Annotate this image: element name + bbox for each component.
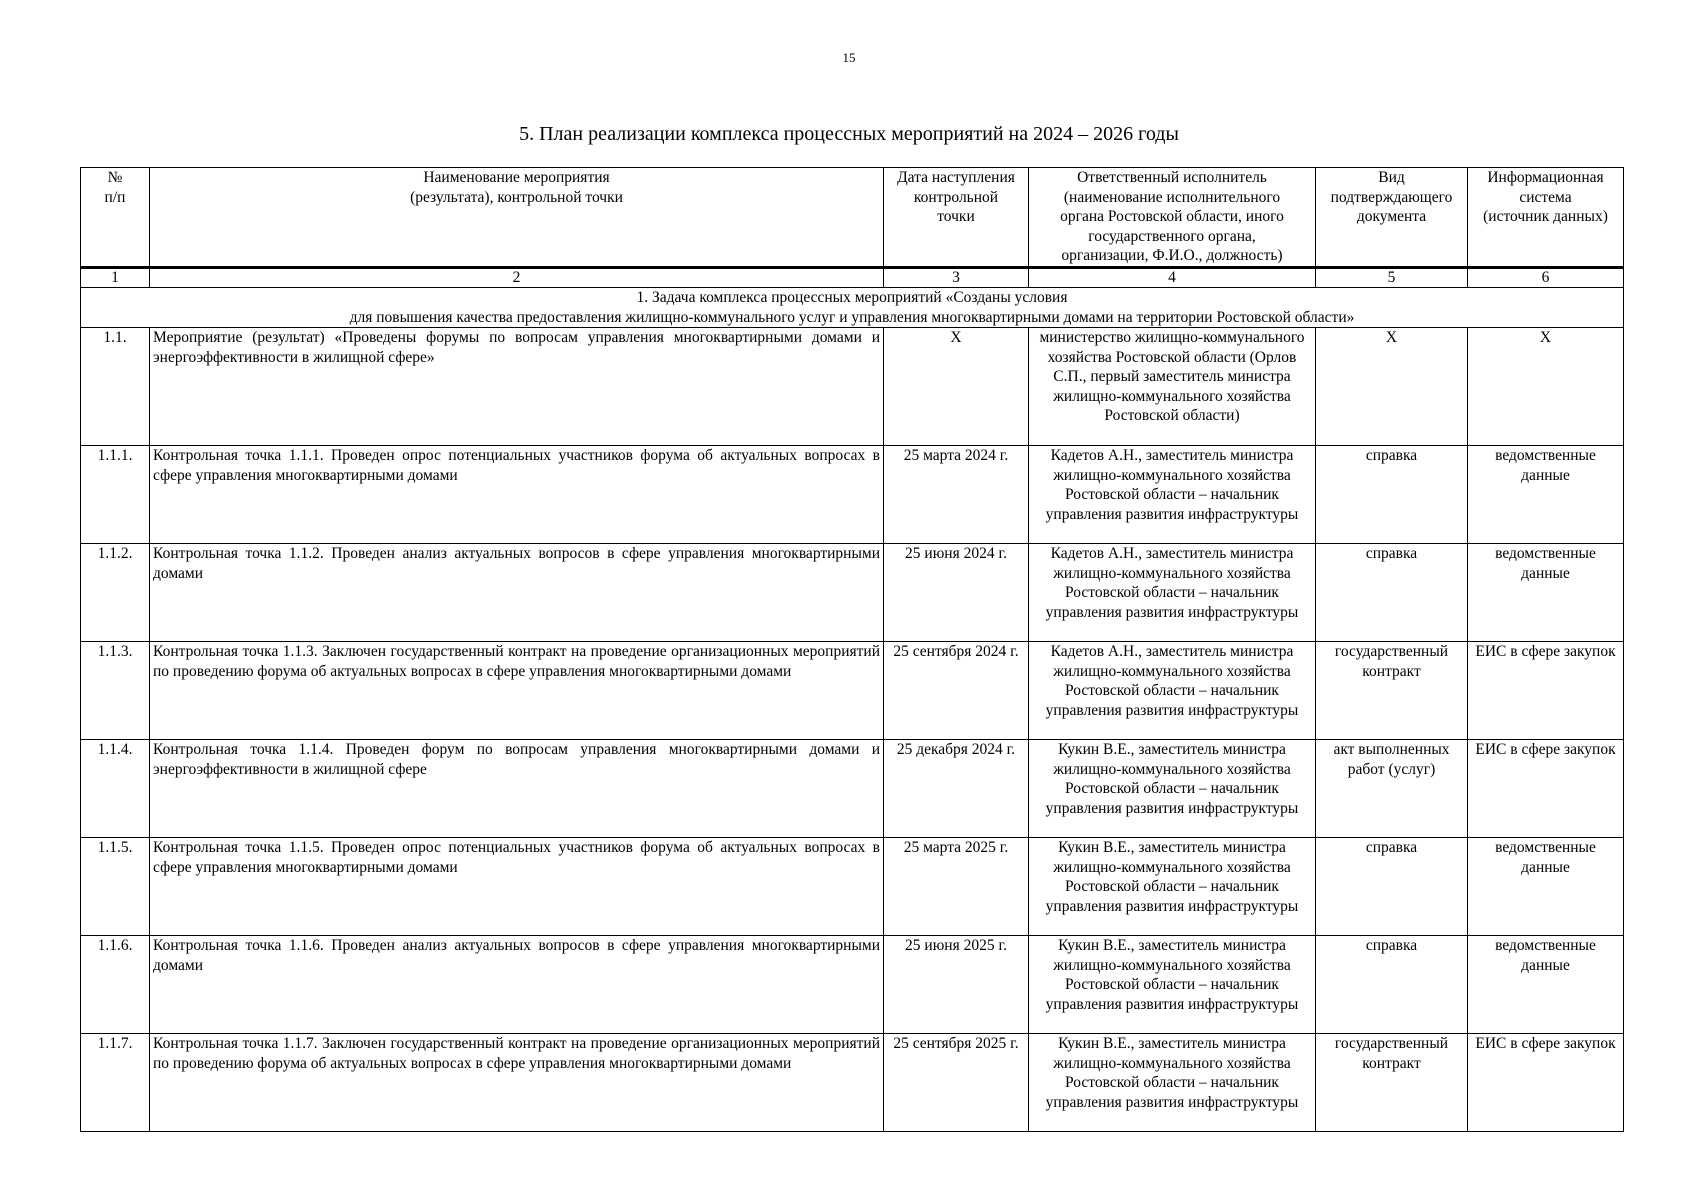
row-number: 1.1. (81, 328, 150, 446)
column-number: 5 (1316, 268, 1468, 288)
table-row (81, 328, 1624, 446)
row-date: 25 декабря 2024 г. (884, 740, 1029, 838)
row-responsible: Кукин В.Е., заместитель министра жилищно-коммунального хозяйства Ростовской области – начальник управления развития инфраструктуры (1029, 740, 1316, 838)
row-name: Контрольная точка 1.1.3. Заключен государственный контракт на проведение организационных мероприятий по проведению форума об актуальных вопросах в сфере управления многоквартирными домами (150, 642, 884, 740)
row-responsible: Кукин В.Е., заместитель министра жилищно-коммунального хозяйства Ростовской области – начальник управления развития инфраструктуры (1029, 936, 1316, 1034)
row-document: Х (1316, 328, 1468, 446)
header-cell-responsible: Ответственный исполнитель (наименование исполнительного органа Ростовской области, иного государственного органа, организации, Ф.И.О., должность) (1029, 168, 1316, 268)
row-date: 25 марта 2025 г. (884, 838, 1029, 936)
row-name: Контрольная точка 1.1.5. Проведен опрос потенциальных участников форума об актуальных вопросах в сфере управления многоквартирными домами (150, 838, 884, 936)
row-date: 25 сентября 2024 г. (884, 642, 1029, 740)
row-number: 1.1.4. (81, 740, 150, 838)
column-number-row (81, 268, 1624, 288)
row-system: ведомственные данные (1468, 544, 1624, 642)
row-number: 1.1.3. (81, 642, 150, 740)
column-number: 4 (1029, 268, 1316, 288)
row-responsible: Кукин В.Е., заместитель министра жилищно-коммунального хозяйства Ростовской области – начальник управления развития инфраструктуры (1029, 1034, 1316, 1132)
row-responsible: Кадетов А.Н., заместитель министра жилищно-коммунального хозяйства Ростовской области – начальник управления развития инфраструктуры (1029, 446, 1316, 544)
row-document: справка (1316, 544, 1468, 642)
page-number: 15 (842, 50, 856, 65)
header-cell-date: Дата наступления контрольной точки (884, 168, 1029, 268)
header-cell-name: Наименование мероприятия (результата), контрольной точки (150, 168, 884, 268)
row-number: 1.1.6. (81, 936, 150, 1034)
row-date: 25 июня 2024 г. (884, 544, 1029, 642)
row-number: 1.1.1. (81, 446, 150, 544)
row-number: 1.1.2. (81, 544, 150, 642)
row-document: справка (1316, 936, 1468, 1034)
row-name: Контрольная точка 1.1.6. Проведен анализ актуальных вопросов в сфере управления многоквартирными домами (150, 936, 884, 1034)
header-cell-system: Информационная система (источник данных) (1468, 168, 1624, 268)
header-cell-num: № п/п (81, 168, 150, 268)
document-title: 5. План реализации комплекса процессных мероприятий на 2024 – 2026 годы (519, 123, 1179, 145)
row-responsible: министерство жилищно-коммунального хозяйства Ростовской области (Орлов С.П., первый заместитель министра жилищно-коммунального хозяйства Ростовской области) (1029, 328, 1316, 446)
row-responsible: Кадетов А.Н., заместитель министра жилищно-коммунального хозяйства Ростовской области – начальник управления развития инфраструктуры (1029, 642, 1316, 740)
row-system: ведомственные данные (1468, 446, 1624, 544)
row-responsible: Кадетов А.Н., заместитель министра жилищно-коммунального хозяйства Ростовской области – начальник управления развития инфраструктуры (1029, 544, 1316, 642)
column-number: 3 (884, 268, 1029, 288)
column-number: 6 (1468, 268, 1624, 288)
row-date: 25 июня 2025 г. (884, 936, 1029, 1034)
row-document: акт выполненных работ (услуг) (1316, 740, 1468, 838)
row-date: Х (884, 328, 1029, 446)
table-row (81, 740, 1624, 838)
row-responsible: Кукин В.Е., заместитель министра жилищно-коммунального хозяйства Ростовской области – начальник управления развития инфраструктуры (1029, 838, 1316, 936)
row-name: Контрольная точка 1.1.4. Проведен форум по вопросам управления многоквартирными домами и энергоэффективности в жилищной сфере (150, 740, 884, 838)
table-row (81, 446, 1624, 544)
row-date: 25 сентября 2025 г. (884, 1034, 1029, 1132)
row-name: Контрольная точка 1.1.1. Проведен опрос потенциальных участников форума об актуальных вопросах в сфере управления многоквартирными домами (150, 446, 884, 544)
table-row (81, 544, 1624, 642)
table-row (81, 838, 1624, 936)
row-name: Контрольная точка 1.1.2. Проведен анализ актуальных вопросов в сфере управления многоквартирными домами (150, 544, 884, 642)
column-number: 1 (81, 268, 150, 288)
row-system: ЕИС в сфере закупок (1468, 642, 1624, 740)
header-row (81, 168, 1624, 268)
row-system: ведомственные данные (1468, 838, 1624, 936)
row-document: справка (1316, 838, 1468, 936)
section-title: 1. Задача комплекса процессных мероприятий «Созданы условия для повышения качества предоставления жилищно-коммунального услуг и управления многоквартирными домами на территории Ростовской области» (81, 288, 1624, 328)
table-row (81, 642, 1624, 740)
section-row (81, 288, 1624, 328)
row-system: ЕИС в сфере закупок (1468, 1034, 1624, 1132)
row-name: Мероприятие (результат) «Проведены форумы по вопросам управления многоквартирными домами и энергоэффективности в жилищной сфере» (150, 328, 884, 446)
row-name: Контрольная точка 1.1.7. Заключен государственный контракт на проведение организационных мероприятий по проведению форума об актуальных вопросах в сфере управления многоквартирными домами (150, 1034, 884, 1132)
row-system: ЕИС в сфере закупок (1468, 740, 1624, 838)
header-cell-document: Вид подтверждающего документа (1316, 168, 1468, 268)
table-row (81, 936, 1624, 1034)
row-date: 25 марта 2024 г. (884, 446, 1029, 544)
row-document: справка (1316, 446, 1468, 544)
row-document: государственный контракт (1316, 642, 1468, 740)
row-number: 1.1.5. (81, 838, 150, 936)
row-number: 1.1.7. (81, 1034, 150, 1132)
row-document: государственный контракт (1316, 1034, 1468, 1132)
table-row (81, 1034, 1624, 1132)
plan-table (80, 167, 1624, 1132)
column-number: 2 (150, 268, 884, 288)
row-system: ведомственные данные (1468, 936, 1624, 1034)
row-system: Х (1468, 328, 1624, 446)
